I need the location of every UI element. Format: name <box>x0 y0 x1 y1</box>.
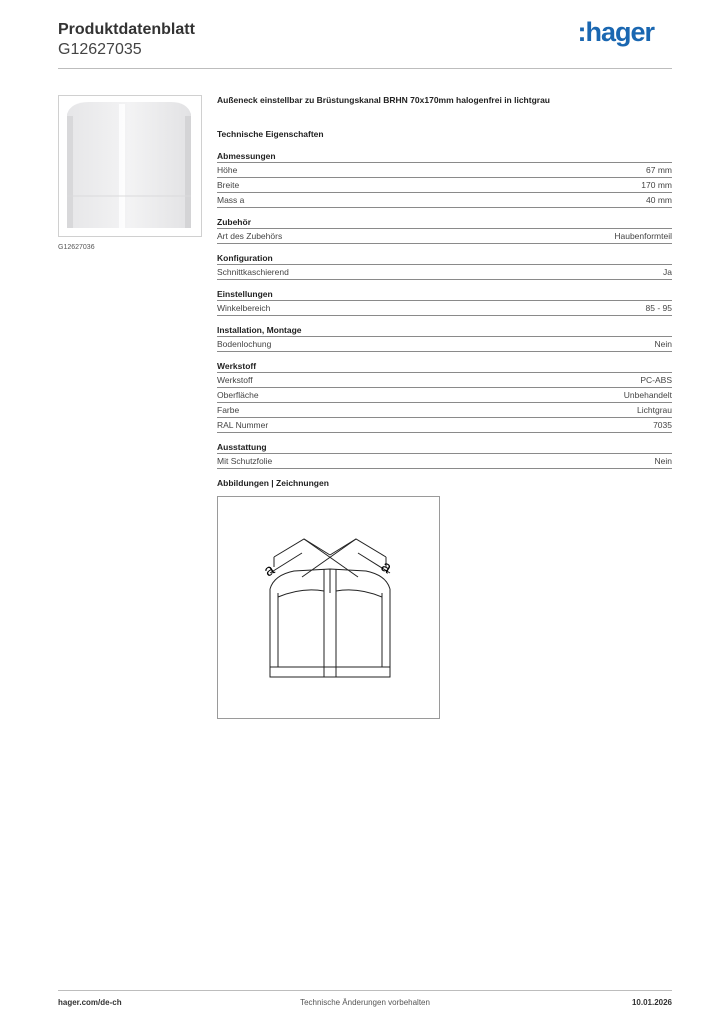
property-group-title: Einstellungen <box>217 289 672 301</box>
property-group-title: Installation, Montage <box>217 325 672 337</box>
property-row <box>217 265 672 280</box>
technical-drawing <box>217 496 440 719</box>
property-row <box>217 178 672 193</box>
property-group <box>217 151 672 208</box>
main-content <box>217 95 672 719</box>
property-value: 7035 <box>653 420 672 430</box>
property-group <box>217 217 672 244</box>
property-label: RAL Nummer <box>217 420 269 430</box>
property-value: 85 - 95 <box>645 303 672 313</box>
property-value: Unbehandelt <box>623 390 672 400</box>
property-row <box>217 454 672 469</box>
property-row <box>217 301 672 316</box>
product-photo <box>58 95 202 237</box>
property-row <box>217 229 672 244</box>
property-value: 170 mm <box>641 180 672 190</box>
property-label: Mass a <box>217 195 245 205</box>
tech-properties-heading: Technische Eigenschaften <box>217 129 324 139</box>
header-divider <box>58 68 672 69</box>
property-group <box>217 442 672 469</box>
property-group <box>217 289 672 316</box>
property-row <box>217 403 672 418</box>
property-value: Lichtgrau <box>637 405 672 415</box>
footer-website: hager.com/de-ch <box>58 998 122 1007</box>
property-group-title: Abmessungen <box>217 151 672 163</box>
footer-date: 10.01.2026 <box>631 998 672 1007</box>
drawings-heading: Abbildungen | Zeichnungen <box>217 478 329 488</box>
product-description: Außeneck einstellbar zu Brüstungskanal BRHN 70x170mm halogenfrei in lichtgrau <box>217 95 551 105</box>
property-label: Werkstoff <box>217 375 253 385</box>
property-value: 40 mm <box>646 195 672 205</box>
dimension-label-left: a <box>261 561 278 581</box>
property-group <box>217 253 672 280</box>
property-value: Nein <box>654 339 672 349</box>
property-label: Mit Schutzfolie <box>217 456 273 466</box>
property-group-title: Ausstattung <box>217 442 672 454</box>
property-row <box>217 388 672 403</box>
property-value: PC-ABS <box>640 375 672 385</box>
property-row <box>217 373 672 388</box>
hager-logo: :hager <box>577 17 654 47</box>
property-label: Art des Zubehörs <box>217 231 283 241</box>
property-row <box>217 418 672 433</box>
corner-drawing <box>218 497 439 718</box>
property-label: Bodenlochung <box>217 339 272 349</box>
property-value: 67 mm <box>646 165 672 175</box>
product-code: G12627035 <box>58 41 142 58</box>
document-title: Produktdatenblatt <box>58 21 195 38</box>
property-label: Oberfläche <box>217 390 259 400</box>
property-value: Haubenformteil <box>614 231 672 241</box>
property-group-title: Konfiguration <box>217 253 672 265</box>
property-group-title: Werkstoff <box>217 361 672 373</box>
footer-divider <box>58 990 672 991</box>
property-label: Schnittkaschierend <box>217 267 289 277</box>
product-photo-image <box>59 96 201 236</box>
property-label: Farbe <box>217 405 240 415</box>
property-group <box>217 325 672 352</box>
property-label: Breite <box>217 180 240 190</box>
property-row <box>217 163 672 178</box>
photo-caption: G12627036 <box>58 244 95 251</box>
footer-notice: Technische Änderungen vorbehalten <box>300 998 430 1007</box>
property-label: Höhe <box>217 165 238 175</box>
document-header <box>58 20 195 60</box>
properties-list <box>217 151 672 469</box>
property-group-title: Zubehör <box>217 217 672 229</box>
property-row <box>217 337 672 352</box>
property-label: Winkelbereich <box>217 303 271 313</box>
property-group <box>217 361 672 433</box>
property-value: Nein <box>654 456 672 466</box>
property-value: Ja <box>663 267 672 277</box>
property-row <box>217 193 672 208</box>
dimension-label-right: a <box>377 557 395 578</box>
